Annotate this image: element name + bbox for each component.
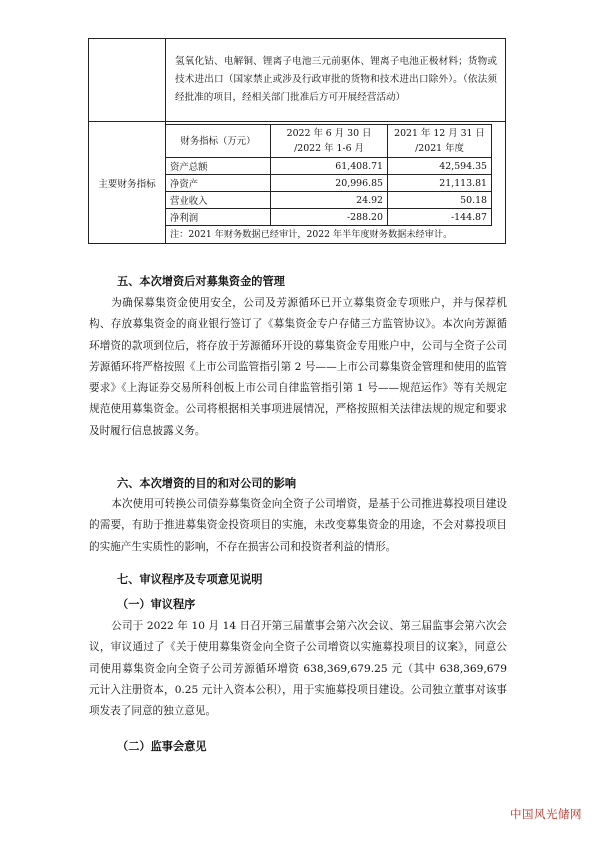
section6-body: 本次使用可转换公司债券募集资金向全资子公司增资，是基于公司推进募投项目建设的需要，有助于推进募集资金投资项目的实施，未改变募集资金的用途，不会对募投项目的实施产生实质性的影响，不存在损害公司和投资者利益的情形。 xyxy=(89,498,507,553)
section7-sub1-body: 公司于 2022 年 10 月 14 日召开第三届董事会第六次会议、第三届监事会第六次会议，审议通过了《关于使用募集资金向全资子公司增资以实施募投项目的议案》，同意公司使用募集资金向全资子公司芳源循环增资 638,369,679.25 元（其中 638,369,679 元计入注册资本，0.25 元计入资本公积），用于实施募投项目建设。公司独立董事对该事项发表了同意的独立意见。 xyxy=(89,620,507,718)
empty-label-cell xyxy=(89,39,166,122)
financial-note: 注：2021 年财务数据已经审计，2022 年半年度财务数据未经审计。 xyxy=(170,229,453,240)
fin-header-2021: 2021 年 12 月 31 日 /2021 年度 xyxy=(388,125,492,158)
watermark-logo: 中国风光储网 xyxy=(510,807,582,821)
section7-title: 七、审议程序及专项意见说明 xyxy=(117,572,263,586)
table-row: 营业收入 24.92 50.18 xyxy=(166,192,492,209)
section7-sub1-title: （一）审议程序 xyxy=(117,597,196,611)
section5-body: 为确保募集资金使用安全，公司及芳源循环已开立募集资金专项账户，并与保荐机构、存放募集资金的商业银行签订了《募集资金专户存储三方监管协议》。本次向芳源循环增资的款项到位后，将存放于芳源循环开设的募集资金专用账户中，公司与全资子公司芳源循环将严格按照《上市公司监管指引第 2 号——上市公司募集资金管理和使用的监管要求》《上海证券交易所科创板上市公司自律监管指引第 1 号——规范运作》等有关规定规范使用募集资金。公司将根据相关事项进展情况，严格按照相关法律法规的规定和要求及时履行信息披露义务。 xyxy=(89,297,507,437)
table-row: 净利润 -288.20 -144.87 xyxy=(166,209,492,226)
fin-header-metric: 财务指标（万元） xyxy=(166,125,271,158)
section5-title: 五、本次增资后对募集资金的管理 xyxy=(117,274,285,288)
table-row: 净资产 20,996.85 21,113.81 xyxy=(166,175,492,192)
business-scope-text: 氢氧化钴、电解铜、锂离子电池三元前驱体、锂离子电池正极材料；货物或技术进出口（国家禁止或涉及行政审批的货物和技术进出口除外）。（依法须经批准的项目，经相关部门批准后方可开展经营活动） xyxy=(166,39,506,122)
company-info-table xyxy=(88,38,506,244)
fin-header-2022: 2022 年 6 月 30 日 /2022 年 1-6 月 xyxy=(271,125,388,158)
section6-title: 六、本次增资的目的和对公司的影响 xyxy=(117,476,297,490)
financial-table xyxy=(166,124,492,226)
section7-sub2-title: （二）监事会意见 xyxy=(117,739,207,753)
table-row: 资产总额 61,408.71 42,594.35 xyxy=(166,158,492,175)
financial-label: 主要财务指标 xyxy=(89,122,166,244)
